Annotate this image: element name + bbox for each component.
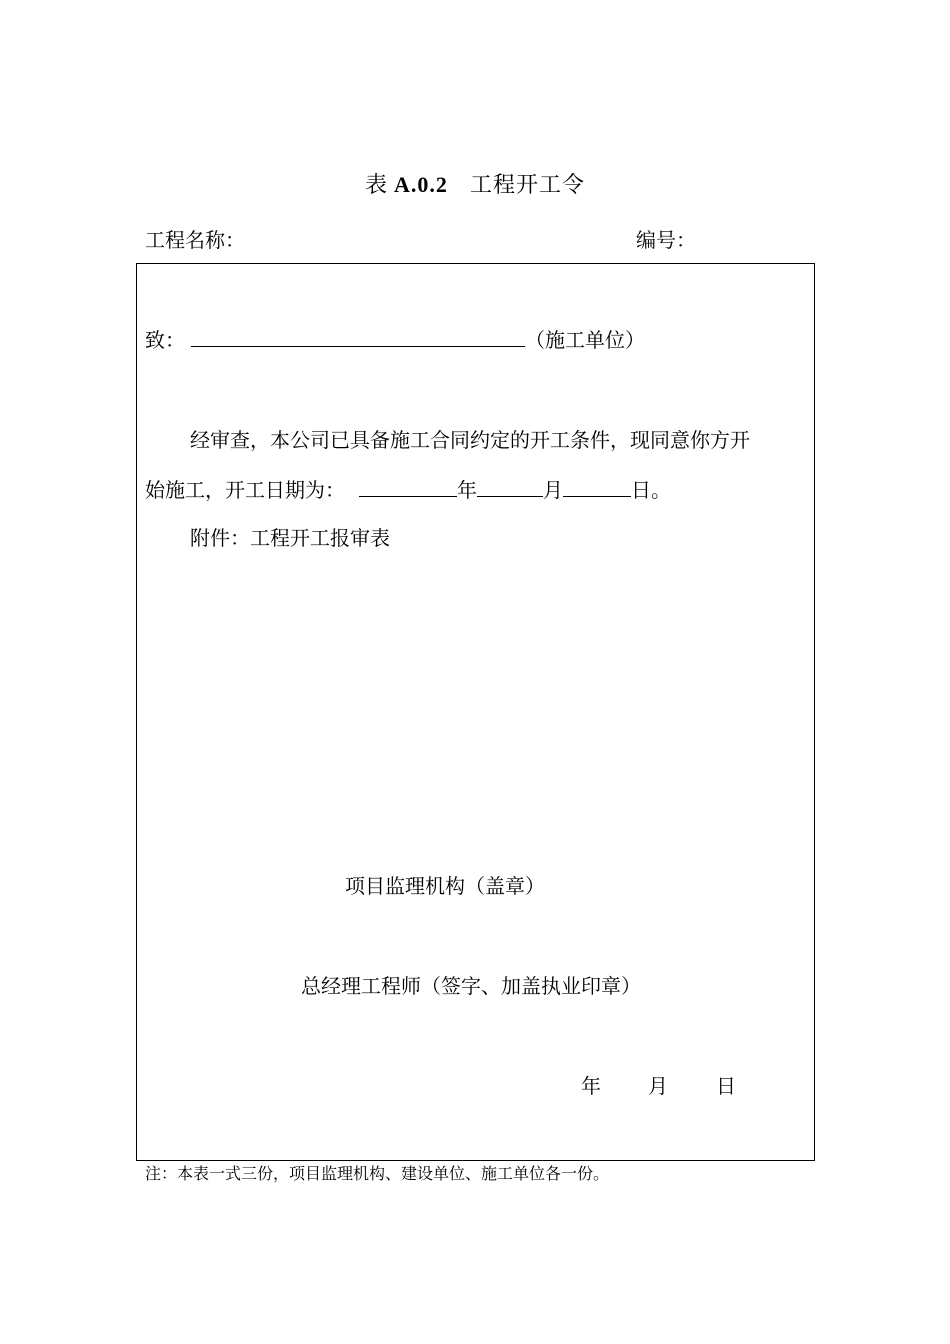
attachment-line: 附件：工程开工报审表: [190, 526, 390, 550]
month-label: 月: [543, 478, 563, 502]
chief-engineer-line: 总经理工程师（签字、加盖执业印章）: [301, 974, 641, 998]
to-label: 致：: [145, 328, 185, 352]
paragraph-line-2: [145, 474, 671, 503]
supervision-org-line: 项目监理机构（盖章）: [345, 874, 545, 898]
start-year-blank[interactable]: [359, 476, 457, 497]
number-label: 编号：: [636, 228, 696, 252]
sign-date-line: [581, 1070, 736, 1099]
form-box: [136, 263, 815, 1161]
recipient-line: [145, 324, 645, 353]
sign-year-label: 年: [581, 1074, 601, 1098]
start-day-blank[interactable]: [563, 476, 631, 497]
title-prefix: 表: [365, 173, 389, 198]
title-code: A.0.2: [394, 172, 448, 197]
sign-day-label: 日: [716, 1074, 736, 1098]
recipient-blank[interactable]: [191, 326, 525, 347]
footer-note: 注：本表一式三份，项目监理机构、建设单位、施工单位各一份。: [145, 1164, 610, 1183]
start-month-blank[interactable]: [477, 476, 543, 497]
sign-month-label: 月: [648, 1074, 668, 1098]
paragraph-line-2-prefix: 始施工，开工日期为：: [145, 478, 345, 502]
year-label: 年: [457, 478, 477, 502]
form-title: [0, 168, 950, 199]
day-label: 日。: [631, 478, 671, 502]
paragraph-line-1: 经审查，本公司已具备施工合同约定的开工条件，现同意你方开: [190, 428, 750, 452]
to-suffix: （施工单位）: [525, 328, 645, 352]
title-name: 工程开工令: [469, 173, 585, 198]
project-name-label: 工程名称：: [145, 228, 245, 252]
